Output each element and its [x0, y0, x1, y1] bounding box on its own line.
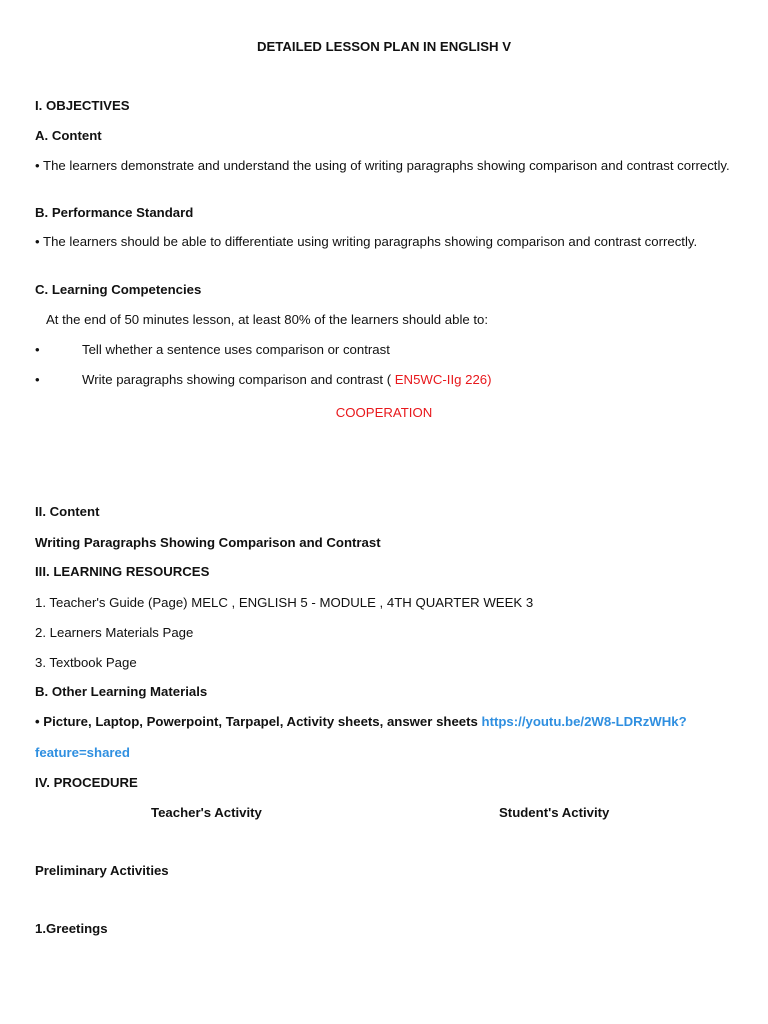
document-title: DETAILED LESSON PLAN IN ENGLISH V — [256, 39, 511, 54]
lesson-topic-title: Writing Paragraphs Showing Comparison and Contrast — [35, 535, 381, 550]
competency-code: EN5WC-IIg 226) — [394, 372, 492, 387]
content-subheading: A. Content — [35, 128, 102, 143]
other-materials-heading: B. Other Learning Materials — [35, 684, 208, 699]
performance-standard-heading: B. Performance Standard — [35, 205, 194, 220]
video-link[interactable]: https://youtu.be/2W8-LDRzWHk? — [481, 714, 687, 729]
bullet-icon: • — [35, 342, 40, 357]
content-objective-text: • The learners demonstrate and understand the using of writing paragraphs showing comparison and contrast correctly. — [35, 158, 730, 173]
learning-resources-heading: III. LEARNING RESOURCES — [35, 564, 210, 579]
performance-standard-text: • The learners should be able to differentiate using writing paragraphs showing comparison and contrast correctly. — [35, 234, 698, 249]
objectives-heading: I. OBJECTIVES — [35, 98, 130, 113]
procedure-heading: IV. PROCEDURE — [35, 775, 138, 790]
content-section-heading: II. Content — [35, 504, 100, 519]
resource-item-1: 1. Teacher's Guide (Page) MELC , ENGLISH 5 - MODULE , 4TH QUARTER WEEK 3 — [35, 595, 534, 610]
competency-item-2-text: Write paragraphs showing comparison and contrast ( — [82, 372, 392, 387]
competencies-intro: At the end of 50 minutes lesson, at least 80% of the learners should able to: — [46, 312, 489, 327]
bullet-icon: • — [35, 372, 40, 387]
teacher-activity-column: Teacher's Activity — [151, 805, 262, 820]
greetings-item: 1.Greetings — [35, 921, 108, 936]
resource-item-3: 3. Textbook Page — [35, 655, 137, 670]
materials-text: • Picture, Laptop, Powerpoint, Tarpapel, Activity sheets, answer sheets — [35, 714, 478, 729]
competency-item-2 — [82, 372, 492, 388]
resource-item-2: 2. Learners Materials Page — [35, 625, 194, 640]
learning-competencies-heading: C. Learning Competencies — [35, 282, 202, 297]
video-link-continuation[interactable]: feature=shared — [35, 745, 130, 760]
competency-item-1: Tell whether a sentence uses comparison or contrast — [82, 342, 390, 357]
student-activity-column: Student's Activity — [499, 805, 610, 820]
core-value-label: COOPERATION — [335, 405, 433, 420]
materials-line — [35, 714, 687, 730]
preliminary-activities-heading: Preliminary Activities — [35, 863, 169, 878]
